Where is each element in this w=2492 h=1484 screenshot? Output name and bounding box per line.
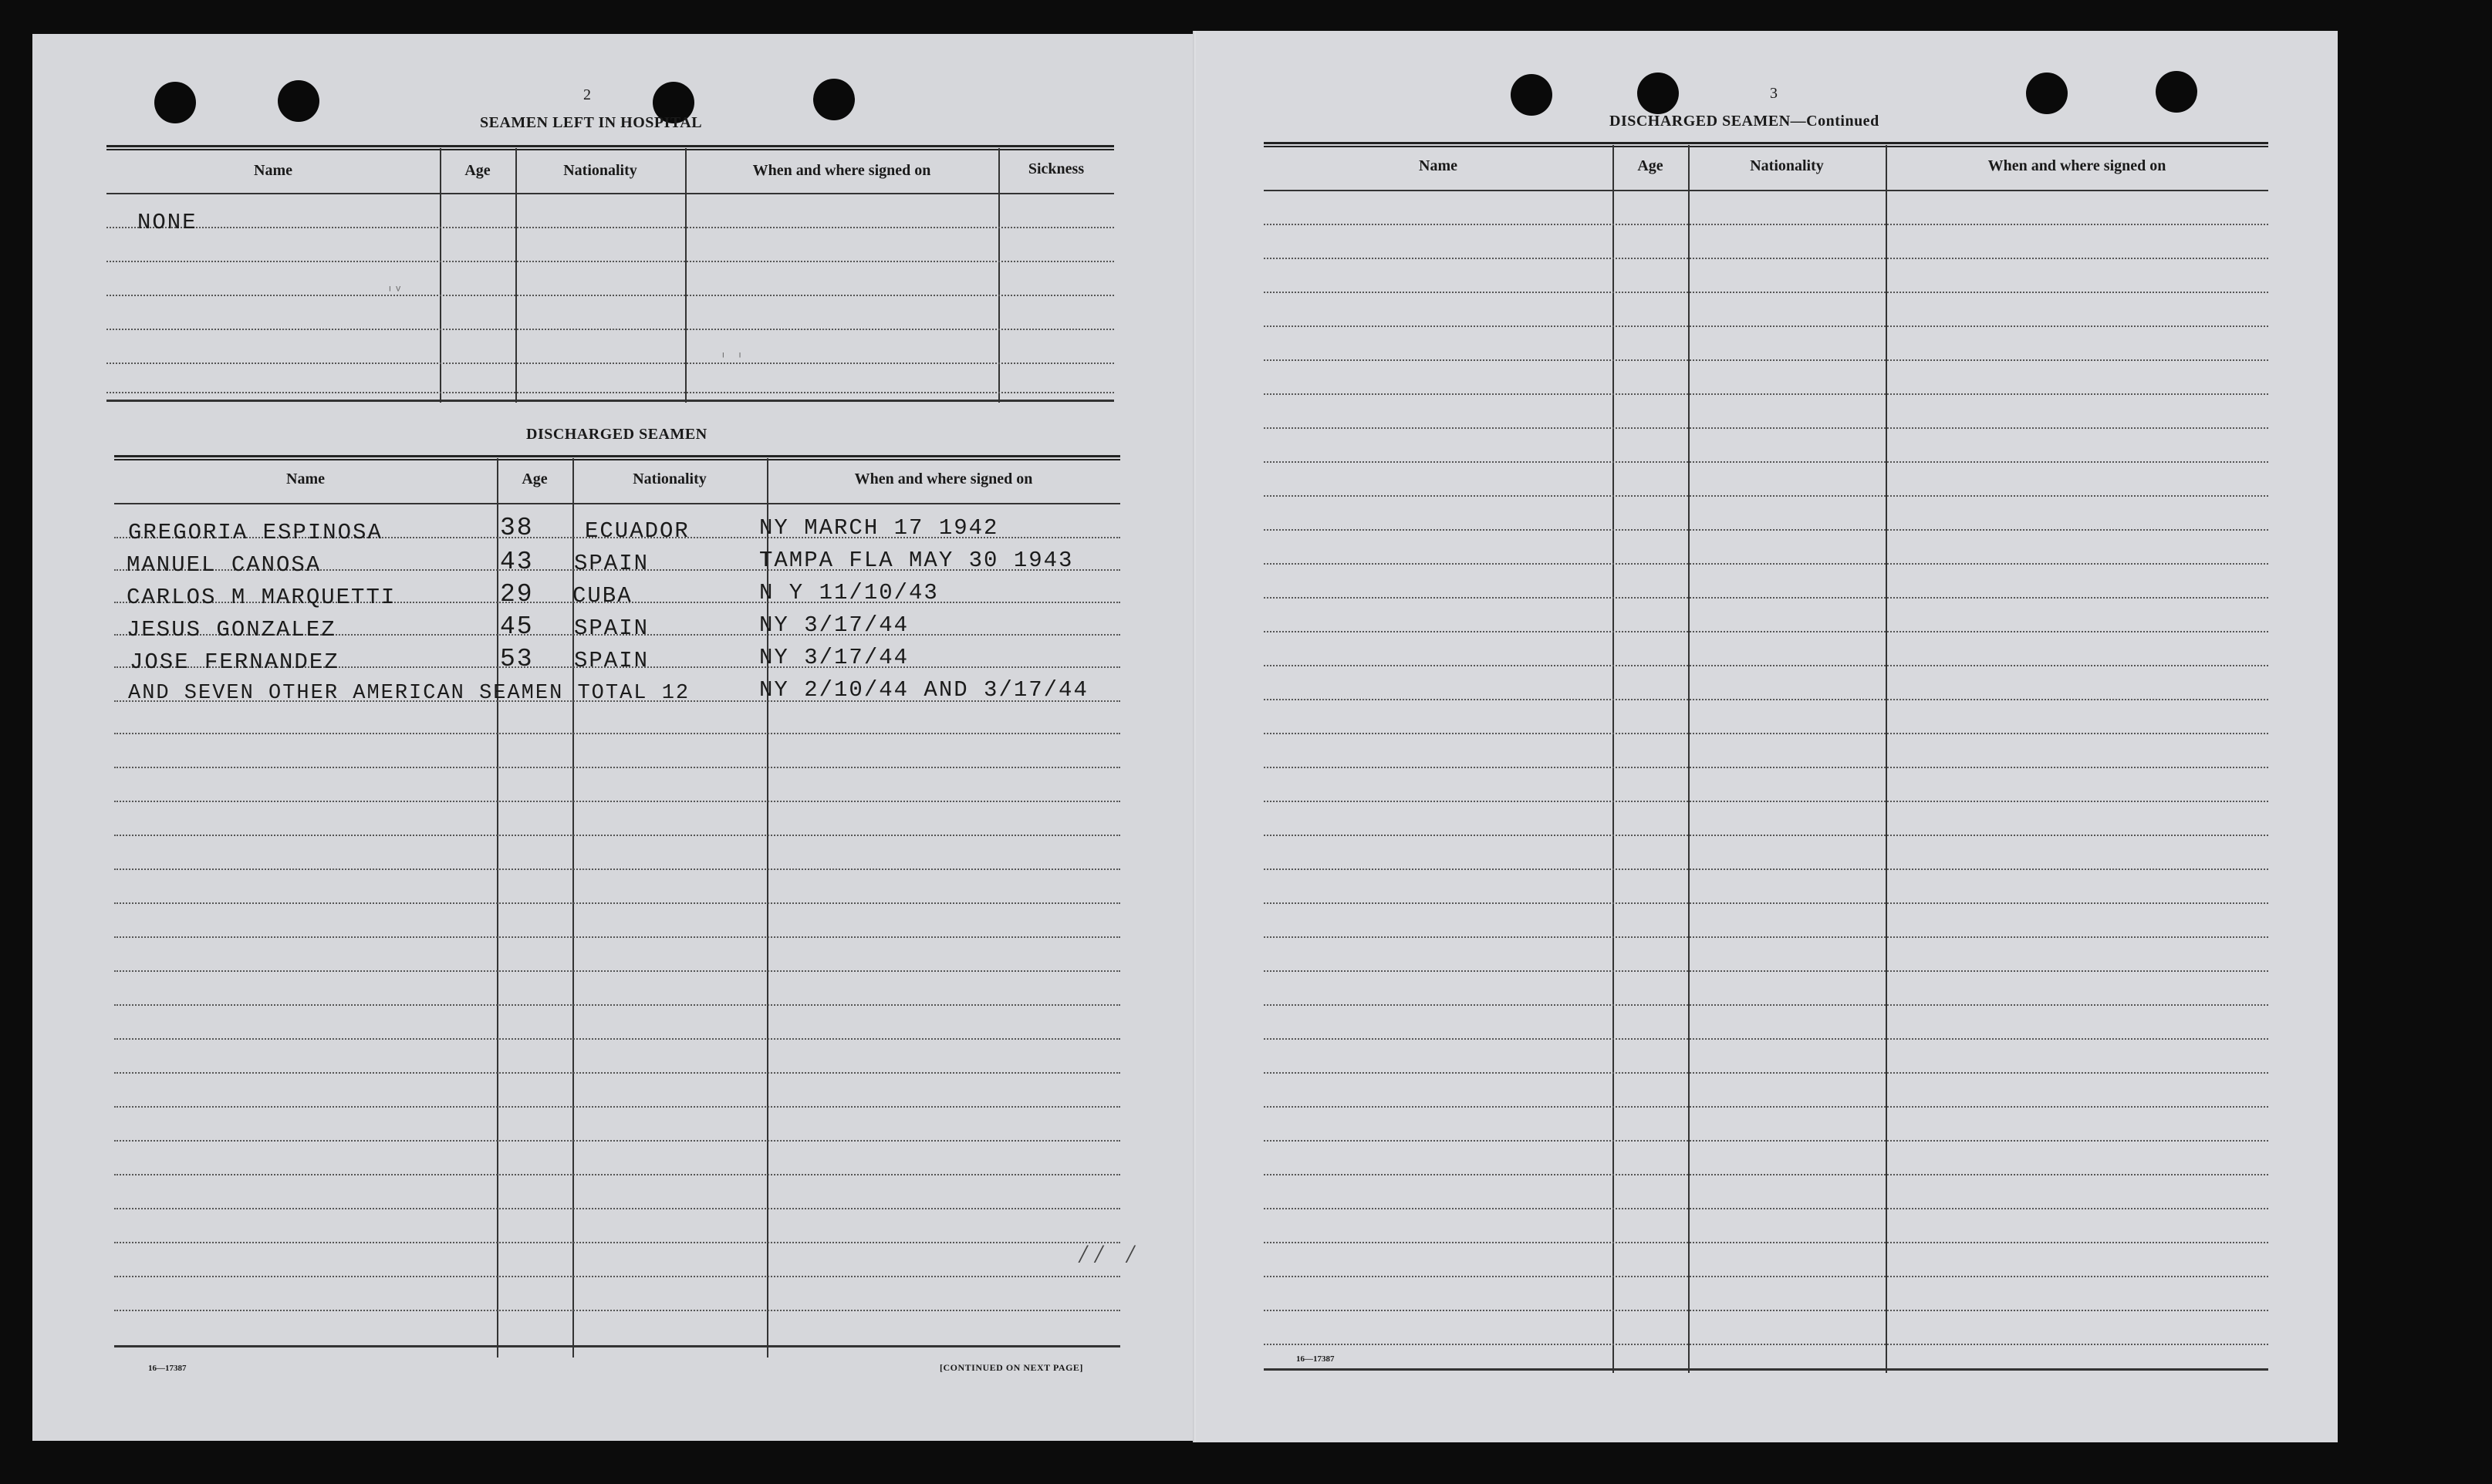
column-header-nationality: Nationality	[563, 162, 637, 179]
column-header-age: Age	[464, 162, 491, 179]
seaman-signed-on: NY MARCH 17 1942	[759, 515, 999, 541]
seaman-nationality: SPAIN	[574, 648, 650, 673]
discharged-continued-title	[1609, 113, 1879, 130]
right-page	[1196, 31, 2338, 1442]
seaman-age: 45	[500, 612, 534, 641]
form-code: 16—17387	[1296, 1354, 1335, 1364]
punch-hole	[2156, 71, 2197, 113]
seaman-nationality: SPAIN	[574, 616, 650, 641]
column-header-name: Name	[1419, 157, 1457, 174]
ink-mark: ⁄⁄ ⁄	[1075, 1242, 1139, 1271]
hospital-entry-none: NONE	[137, 210, 198, 235]
summary-line: AND SEVEN OTHER AMERICAN SEAMEN TOTAL 12	[128, 682, 691, 705]
hospital-table	[106, 145, 1114, 403]
column-header-signed-on: When and where signed on	[854, 470, 1033, 487]
page-number: 2	[583, 86, 591, 103]
seaman-name: CARLOS M MARQUETTI	[127, 585, 397, 610]
left-page	[32, 34, 1196, 1441]
seaman-signed-on: NY 3/17/44	[759, 612, 910, 638]
column-header-age: Age	[1637, 157, 1663, 174]
column-header-age: Age	[522, 470, 548, 487]
column-header-nationality: Nationality	[633, 470, 707, 487]
continued-note: [CONTINUED ON NEXT PAGE]	[940, 1362, 1083, 1373]
seaman-age: 29	[500, 580, 534, 609]
column-header-name: Name	[286, 470, 325, 487]
seaman-name: JOSE FERNANDEZ	[130, 649, 339, 675]
column-header-sickness: Sickness	[1028, 160, 1085, 177]
discharged-continued-table	[1264, 142, 2268, 1373]
punch-hole	[154, 82, 196, 123]
seaman-age: 43	[500, 548, 534, 576]
ink-smudge: ᶦᵛ	[386, 284, 403, 299]
seaman-nationality: SPAIN	[574, 551, 650, 576]
column-header-name: Name	[254, 162, 292, 179]
seaman-name: MANUEL CANOSA	[127, 552, 322, 578]
seaman-age: 53	[500, 645, 534, 673]
column-header-nationality: Nationality	[1750, 157, 1824, 174]
punch-hole	[278, 80, 319, 122]
seaman-nationality: ECUADOR	[585, 518, 690, 544]
punch-hole	[1637, 73, 1679, 114]
page-number: 3	[1770, 85, 1778, 102]
seaman-name: JESUS GONZALEZ	[127, 617, 336, 643]
ink-smudge: ᶦ ᶦ	[719, 350, 745, 366]
column-header-signed-on: When and where signed on	[752, 162, 931, 179]
column-header-signed-on: When and where signed on	[1987, 157, 2166, 174]
summary-signed-on: NY 2/10/44 AND 3/17/44	[759, 677, 1089, 703]
seaman-age: 38	[500, 514, 534, 542]
seaman-name: GREGORIA ESPINOSA	[128, 520, 383, 545]
punch-hole	[813, 79, 855, 120]
title-main: DISCHARGED SEAMEN	[1609, 113, 1791, 130]
title-continued: —Continued	[1790, 113, 1879, 130]
seaman-signed-on: N Y 11/10/43	[759, 580, 939, 605]
seaman-nationality: CUBA	[572, 583, 633, 609]
seaman-signed-on: NY 3/17/44	[759, 645, 910, 670]
discharged-section-title: DISCHARGED SEAMEN	[526, 426, 707, 443]
punch-hole	[1511, 74, 1552, 116]
hospital-section-title: SEAMEN LEFT IN HOSPITAL	[480, 114, 703, 131]
punch-hole	[2026, 73, 2068, 114]
form-code: 16—17387	[148, 1364, 187, 1373]
seaman-signed-on: TAMPA FLA MAY 30 1943	[759, 548, 1074, 573]
